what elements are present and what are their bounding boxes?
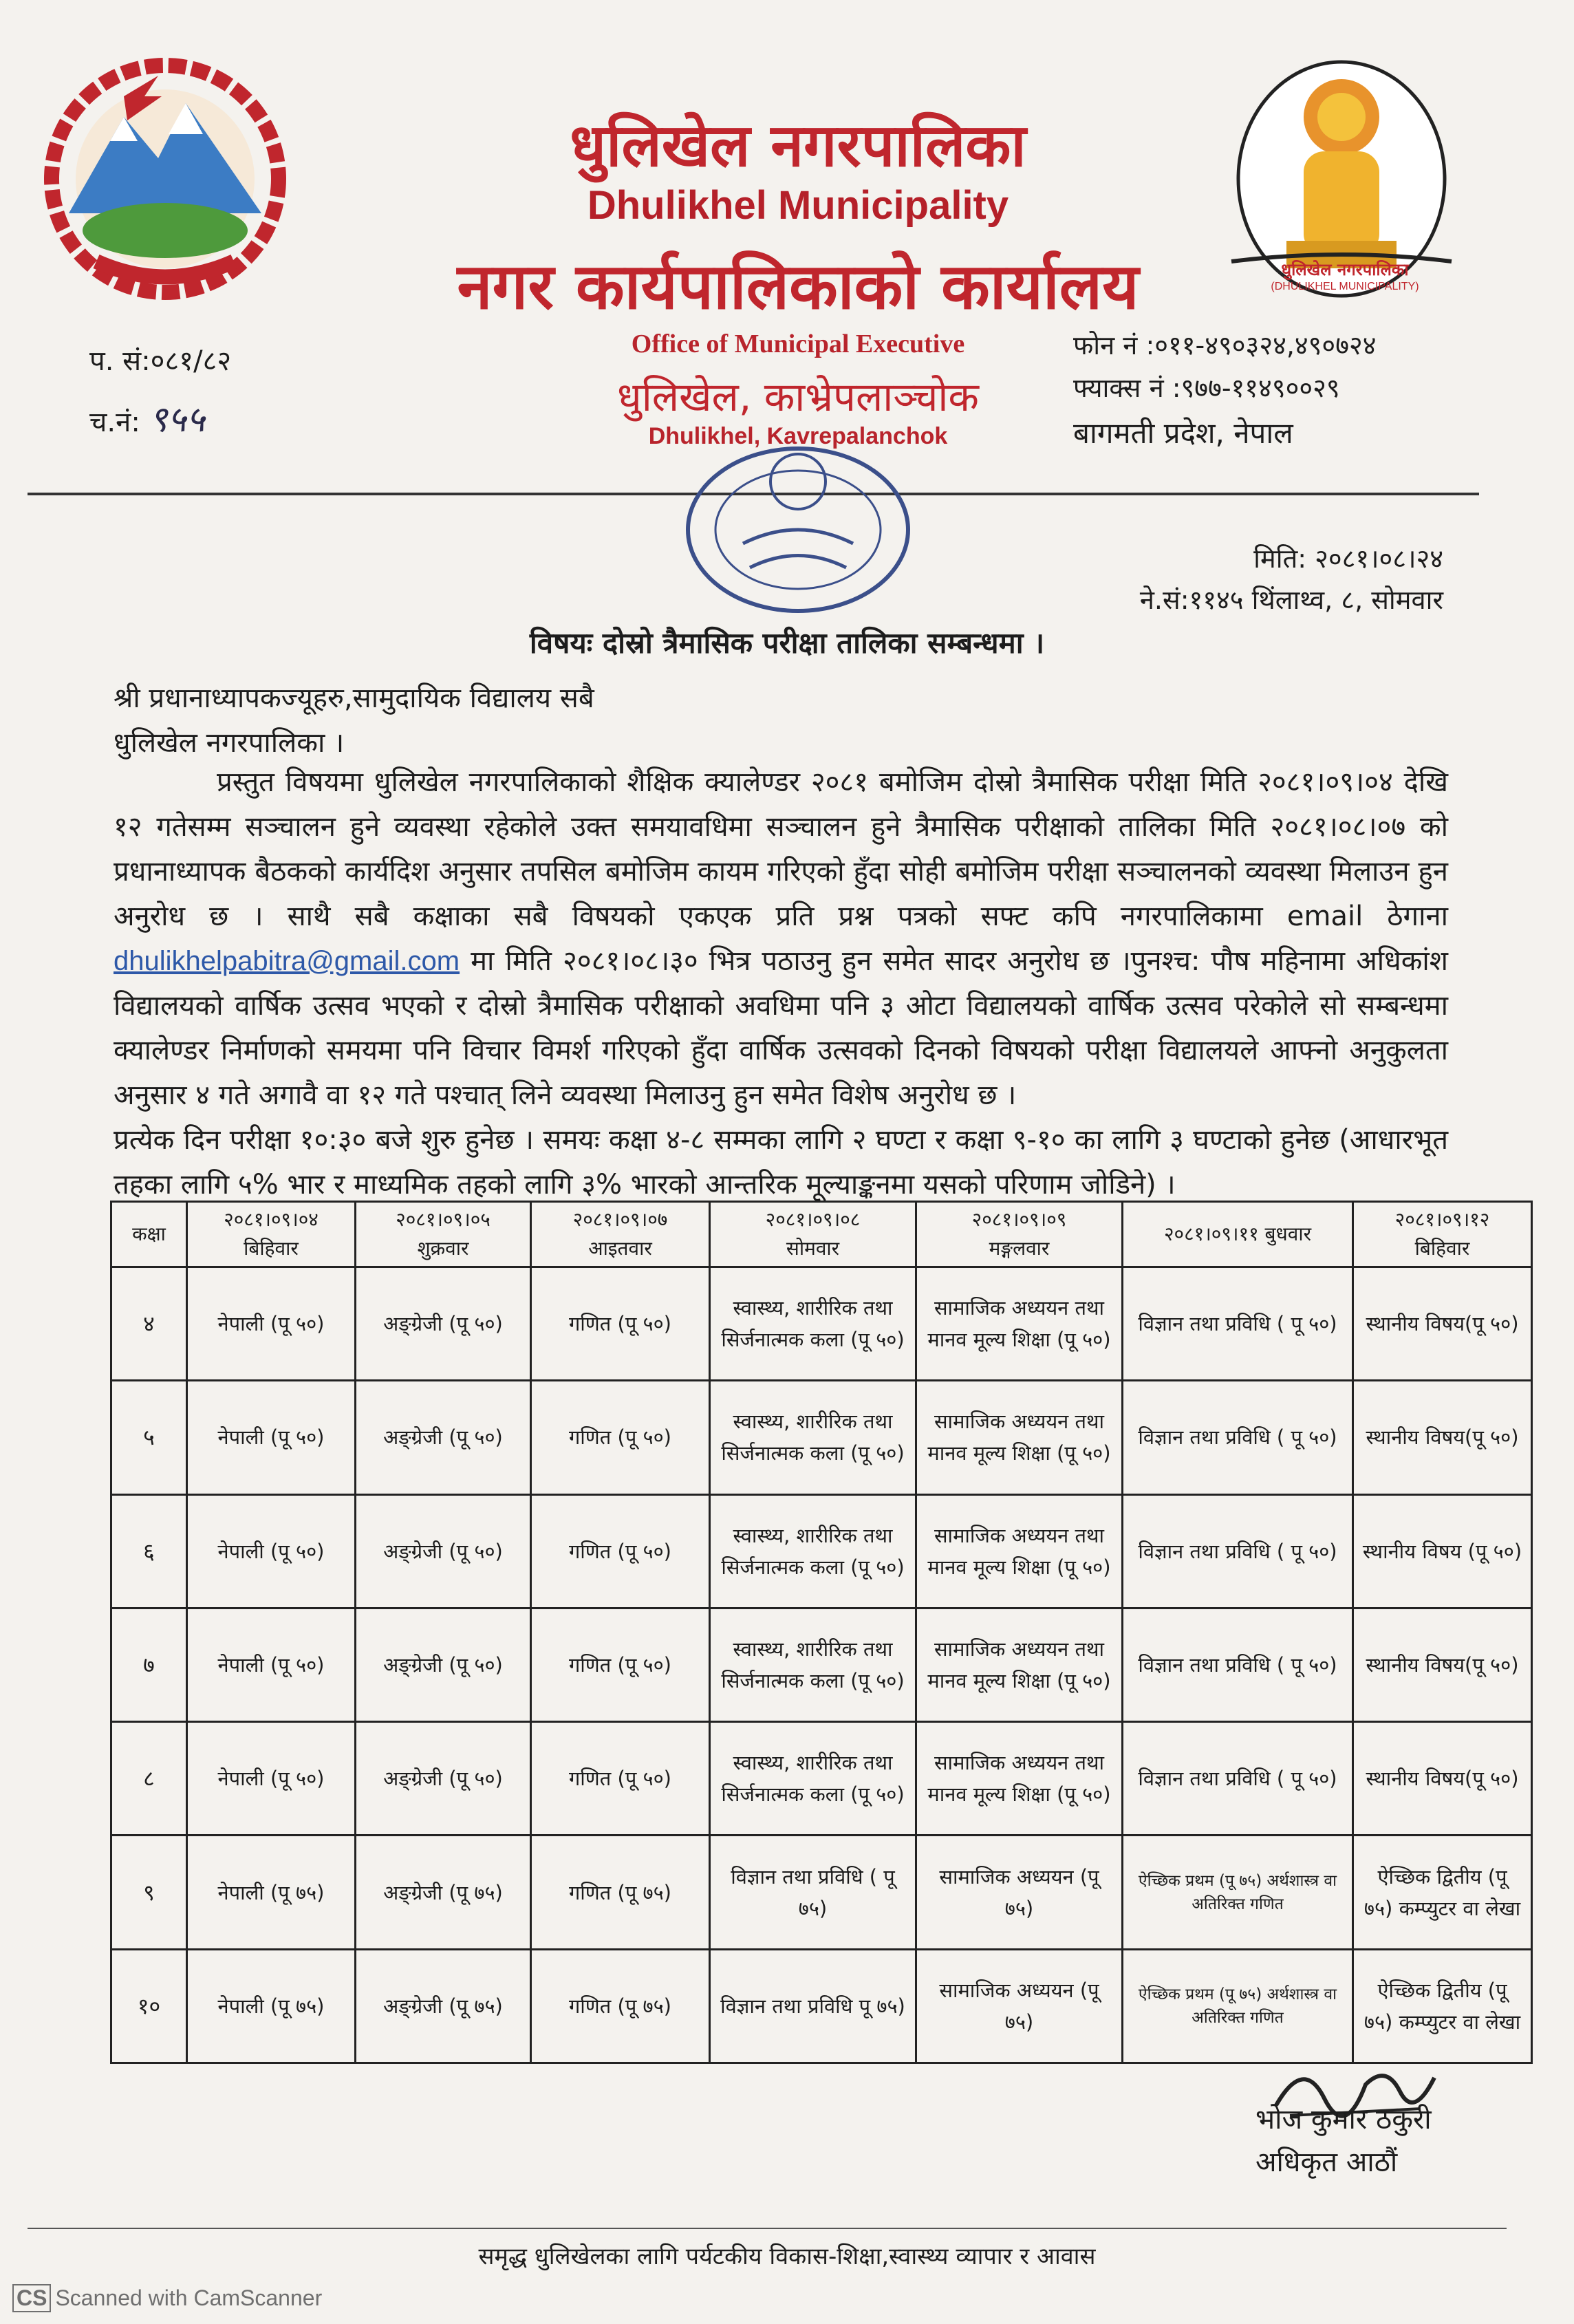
subject-cell: स्थानीय विषय (पू ५०) bbox=[1353, 1494, 1532, 1608]
office-stamp bbox=[681, 440, 915, 619]
day-header bbox=[916, 1202, 1123, 1267]
table-row bbox=[111, 1381, 1532, 1494]
subject-cell: सामाजिक अध्ययन (पू ७५) bbox=[916, 1949, 1123, 2063]
day-date: २०८१।०९।१२ bbox=[1394, 1208, 1490, 1231]
subject-cell: गणित (पू ५०) bbox=[531, 1267, 710, 1381]
camscanner-badge-icon: CS bbox=[12, 2284, 51, 2312]
subject-cell: विज्ञान तथा प्रविधि ( पू ५०) bbox=[1123, 1267, 1353, 1381]
right-logo-caption-en: (DHULIKHEL MUNICIPALITY) bbox=[1271, 281, 1419, 292]
subject-cell: स्वास्थ्य, शारीरिक तथा सिर्जनात्मक कला (पू ५०) bbox=[710, 1722, 916, 1836]
subject-cell: नेपाली (पू ५०) bbox=[187, 1267, 356, 1381]
municipality-title-en: Dhulikhel Municipality bbox=[587, 183, 1009, 228]
right-logo-caption-np: धुलिखेल नगरपालिका bbox=[1281, 260, 1409, 279]
subject-cell: गणित (पू ७५) bbox=[531, 1836, 710, 1949]
subject-cell: अङ्ग्रेजी (पू ५०) bbox=[356, 1494, 531, 1608]
patra-sankhya: प. सं:०८१/८२ bbox=[89, 345, 232, 377]
subject-cell: स्थानीय विषय(पू ५०) bbox=[1353, 1722, 1532, 1836]
signatory-name: भोज कुमार ठकुरी bbox=[1255, 2104, 1432, 2135]
subject-cell: नेपाली (पू ७५) bbox=[187, 1949, 356, 2063]
subject-cell: नेपाली (पू ५०) bbox=[187, 1381, 356, 1494]
signatory-designation: अधिकृत आठौं bbox=[1255, 2147, 1398, 2178]
addressee-line2: धुलिखेल नगरपालिका । bbox=[114, 727, 345, 759]
addressee-line1: श्री प्रधानाध्यापकज्यूहरु,सामुदायिक विद्यालय सबै bbox=[114, 682, 594, 714]
day-name: बिहिवार bbox=[244, 1237, 299, 1260]
subject-line: विषयः दोस्रो त्रैमासिक परीक्षा तालिका सम्बन्धमा । bbox=[529, 626, 1045, 660]
date-nepal-sambat: ने.सं:११४५ थिंलाथ्व, ८, सोमवार bbox=[1139, 585, 1443, 615]
phone-number: फोन नं :०११-४९०३२४,४९०७२४ bbox=[1073, 330, 1377, 361]
subject-cell: ऐच्छिक द्वितीय (पू ७५) कम्प्युटर वा लेखा bbox=[1353, 1949, 1532, 2063]
nepal-emblem-logo bbox=[41, 55, 289, 303]
subject-cell: नेपाली (पू ५०) bbox=[187, 1722, 356, 1836]
subject-cell: अङ्ग्रेजी (पू ५०) bbox=[356, 1381, 531, 1494]
table-header-row bbox=[111, 1202, 1532, 1267]
subject-cell: विज्ञान तथा प्रविधि ( पू ५०) bbox=[1123, 1494, 1353, 1608]
letter-body bbox=[114, 760, 1448, 1207]
day-header bbox=[1123, 1202, 1353, 1267]
email-link[interactable]: dhulikhelpabitra@gmail.com bbox=[114, 946, 460, 976]
table-row bbox=[111, 1722, 1532, 1836]
subject-cell: अङ्ग्रेजी (पू ५०) bbox=[356, 1608, 531, 1721]
chalani-number: ९५५ bbox=[149, 399, 205, 440]
subject-cell: स्वास्थ्य, शारीरिक तथा सिर्जनात्मक कला (पू ५०) bbox=[710, 1494, 916, 1608]
day-header bbox=[531, 1202, 710, 1267]
subject-cell: स्वास्थ्य, शारीरिक तथा सिर्जनात्मक कला (पू ५०) bbox=[710, 1267, 916, 1381]
day-name: मङ्गलवार bbox=[989, 1237, 1050, 1260]
subject-cell: सामाजिक अध्ययन तथा मानव मूल्य शिक्षा (पू ५०) bbox=[916, 1494, 1123, 1608]
subject-cell: अङ्ग्रेजी (पू ७५) bbox=[356, 1836, 531, 1949]
body-paragraph-1-part1: प्रस्तुत विषयमा धुलिखेल नगरपालिकाको शैक्षिक क्यालेण्डर २०८१ बमोजिम दोस्रो त्रैमासिक परीक्षा मिति २०८१।०९।०४ देखि १२ गतेसम्म सञ्चालन हुने व्यवस्था रहेकोले उक्त समयावधिमा सञ्चालन हुने त्रैमासिक परीक्षाको तालिका मिति २०८१।०८।०७ को प्रधानाध्यापक बैठकको कार्यदिश अनुसार तपसिल बमोजिम कायम गरिएको हुँदा सोही बमोजिम परीक्षा सञ्चालनको व्यवस्था मिलाउन हुन अनुरोध छ । साथै सबै कक्षाका सबै विषयको एकएक प्रति प्रश्न पत्रको सफ्ट कपि नगरपालिकामा email ठेगाना bbox=[114, 766, 1448, 932]
signatory-block bbox=[1255, 2098, 1432, 2184]
subject-cell: स्थानीय विषय(पू ५०) bbox=[1353, 1381, 1532, 1494]
place-en: Dhulikhel, Kavrepalanchok bbox=[648, 423, 948, 449]
subject-cell: सामाजिक अध्ययन तथा मानव मूल्य शिक्षा (पू ५०) bbox=[916, 1608, 1123, 1721]
chalani-number-row bbox=[89, 394, 205, 442]
subject-cell: नेपाली (पू ५०) bbox=[187, 1494, 356, 1608]
day-date: २०८१।०९।०७ bbox=[572, 1208, 668, 1231]
table-row bbox=[111, 1267, 1532, 1381]
subject-cell: ऐच्छिक द्वितीय (पू ७५) कम्प्युटर वा लेखा bbox=[1353, 1836, 1532, 1949]
body-paragraph-2: प्रत्येक दिन परीक्षा १०:३० बजे शुरु हुनेछ । समयः कक्षा ४-८ सम्मका लागि २ घण्टा र कक्षा ९-१० का लागि ३ घण्टाको हुनेछ (आधारभूत तहका लागि ५% भार र माध्यमिक तहको लागि ३% भारको आन्तरिक मूल्याङ्कनमा यसको परिणाम जोडिने) । bbox=[114, 1124, 1448, 1201]
day-header bbox=[1353, 1202, 1532, 1267]
exam-schedule-table bbox=[110, 1201, 1533, 2064]
subject-cell: सामाजिक अध्ययन तथा मानव मूल्य शिक्षा (पू ५०) bbox=[916, 1267, 1123, 1381]
subject-cell: अङ्ग्रेजी (पू ५०) bbox=[356, 1722, 531, 1836]
chalani-label: च.नं: bbox=[89, 407, 140, 438]
subject-cell: नेपाली (पू ७५) bbox=[187, 1836, 356, 1949]
day-header bbox=[356, 1202, 531, 1267]
table-row bbox=[111, 1836, 1532, 1949]
date-miti: मिति: २०८१।०८।२४ bbox=[1253, 544, 1443, 574]
office-title-en: Office of Municipal Executive bbox=[631, 330, 965, 358]
subject-cell: गणित (पू ५०) bbox=[531, 1494, 710, 1608]
subject-cell: सामाजिक अध्ययन (पू ७५) bbox=[916, 1836, 1123, 1949]
subject-cell: गणित (पू ५०) bbox=[531, 1608, 710, 1721]
subject-cell: स्थानीय विषय(पू ५०) bbox=[1353, 1608, 1532, 1721]
table-row bbox=[111, 1608, 1532, 1721]
day-header bbox=[187, 1202, 356, 1267]
subject-cell: अङ्ग्रेजी (पू ७५) bbox=[356, 1949, 531, 2063]
fax-number: फ्याक्स नं :९७७-११४९००२९ bbox=[1073, 373, 1340, 403]
table-row bbox=[111, 1494, 1532, 1608]
day-date: २०८१।०९।०५ bbox=[396, 1208, 490, 1231]
class-cell: ९ bbox=[111, 1836, 187, 1949]
day-header bbox=[710, 1202, 916, 1267]
day-date: २०८१।०९।०८ bbox=[765, 1208, 861, 1231]
footer-divider bbox=[28, 2228, 1507, 2229]
subject-cell: नेपाली (पू ५०) bbox=[187, 1608, 356, 1721]
class-header: कक्षा bbox=[111, 1202, 187, 1267]
camscanner-watermark bbox=[12, 2284, 322, 2312]
day-name: बिहिवार bbox=[1414, 1237, 1470, 1260]
class-cell: ८ bbox=[111, 1722, 187, 1836]
body-paragraph-1 bbox=[114, 760, 1448, 1118]
day-name: सोमवार bbox=[786, 1237, 840, 1260]
subject-cell: ऐच्छिक प्रथम (पू ७५) अर्थशास्त्र वा अतिरिक्त गणित bbox=[1123, 1836, 1353, 1949]
subject-cell: ऐच्छिक प्रथम (पू ७५) अर्थशास्त्र वा अतिरिक्त गणित bbox=[1123, 1949, 1353, 2063]
class-cell: ७ bbox=[111, 1608, 187, 1721]
subject-cell: विज्ञान तथा प्रविधि ( पू ५०) bbox=[1123, 1608, 1353, 1721]
class-cell: ५ bbox=[111, 1381, 187, 1494]
day-date: २०८१।०९।०४ bbox=[224, 1208, 319, 1231]
body-paragraph-1-part2: मा मिति २०८१।०८।३० भित्र पठाउनु हुन समेत सादर अनुरोध छ ।पुनश्च: पौष महिनामा अधिकांश विद्यालयको वार्षिक उत्सव भएको र दोस्रो त्रैमासिक परीक्षाको अवधिमा पनि ३ ओटा विद्यालयको वार्षिक उत्सव परेकोले सो सम्बन्धमा क्यालेण्डर निर्माणको समयमा पनि विचार विमर्श गरिएको हुँदा वार्षिक उत्सवको दिनको विषयको परीक्षा विद्यालयले आफ्नो अनुकुलता अनुसार ४ गते अगावै वा १२ गते पश्चात् लिने व्यवस्था मिलाउनु हुन समेत विशेष अनुरोध छ । bbox=[114, 945, 1448, 1111]
day-name: आइतवार bbox=[588, 1237, 652, 1260]
day-name: शुक्रवार bbox=[417, 1237, 469, 1260]
subject-cell: गणित (पू ५०) bbox=[531, 1381, 710, 1494]
subject-cell: विज्ञान तथा प्रविधि पू ७५) bbox=[710, 1949, 916, 2063]
province: बागमती प्रदेश, नेपाल bbox=[1073, 416, 1293, 450]
municipality-title-np: धुलिखेल नगरपालिका bbox=[570, 111, 1026, 180]
subject-cell: अङ्ग्रेजी (पू ५०) bbox=[356, 1267, 531, 1381]
subject-cell: विज्ञान तथा प्रविधि ( पू ५०) bbox=[1123, 1722, 1353, 1836]
subject-cell: स्वास्थ्य, शारीरिक तथा सिर्जनात्मक कला (पू ५०) bbox=[710, 1381, 916, 1494]
footer-slogan: समृद्ध धुलिखेलका लागि पर्यटकीय विकास-शिक्षा,स्वास्थ्य व्यापार र आवास bbox=[478, 2243, 1096, 2270]
camscanner-text: Scanned with CamScanner bbox=[55, 2285, 323, 2310]
subject-cell: विज्ञान तथा प्रविधि ( पू ५०) bbox=[1123, 1381, 1353, 1494]
subject-cell: गणित (पू ५०) bbox=[531, 1722, 710, 1836]
subject-cell: विज्ञान तथा प्रविधि ( पू ७५) bbox=[710, 1836, 916, 1949]
subject-cell: सामाजिक अध्ययन तथा मानव मूल्य शिक्षा (पू ५०) bbox=[916, 1381, 1123, 1494]
subject-cell: स्वास्थ्य, शारीरिक तथा सिर्जनात्मक कला (पू ५०) bbox=[710, 1608, 916, 1721]
day-date: २०८१।०९।०९ bbox=[971, 1208, 1067, 1231]
subject-cell: सामाजिक अध्ययन तथा मानव मूल्य शिक्षा (पू ५०) bbox=[916, 1722, 1123, 1836]
table-row bbox=[111, 1949, 1532, 2063]
class-cell: ६ bbox=[111, 1494, 187, 1608]
subject-cell: गणित (पू ७५) bbox=[531, 1949, 710, 2063]
office-title-np: नगर कार्यपालिकाको कार्यालय bbox=[457, 250, 1139, 323]
class-cell: १० bbox=[111, 1949, 187, 2063]
class-cell: ४ bbox=[111, 1267, 187, 1381]
place-np: धुलिखेल, काभ्रेपलाञ्चोक bbox=[617, 374, 979, 420]
day-date: २०८१।०९।११ बुधवार bbox=[1163, 1223, 1312, 1245]
subject-cell: स्थानीय विषय(पू ५०) bbox=[1353, 1267, 1532, 1381]
